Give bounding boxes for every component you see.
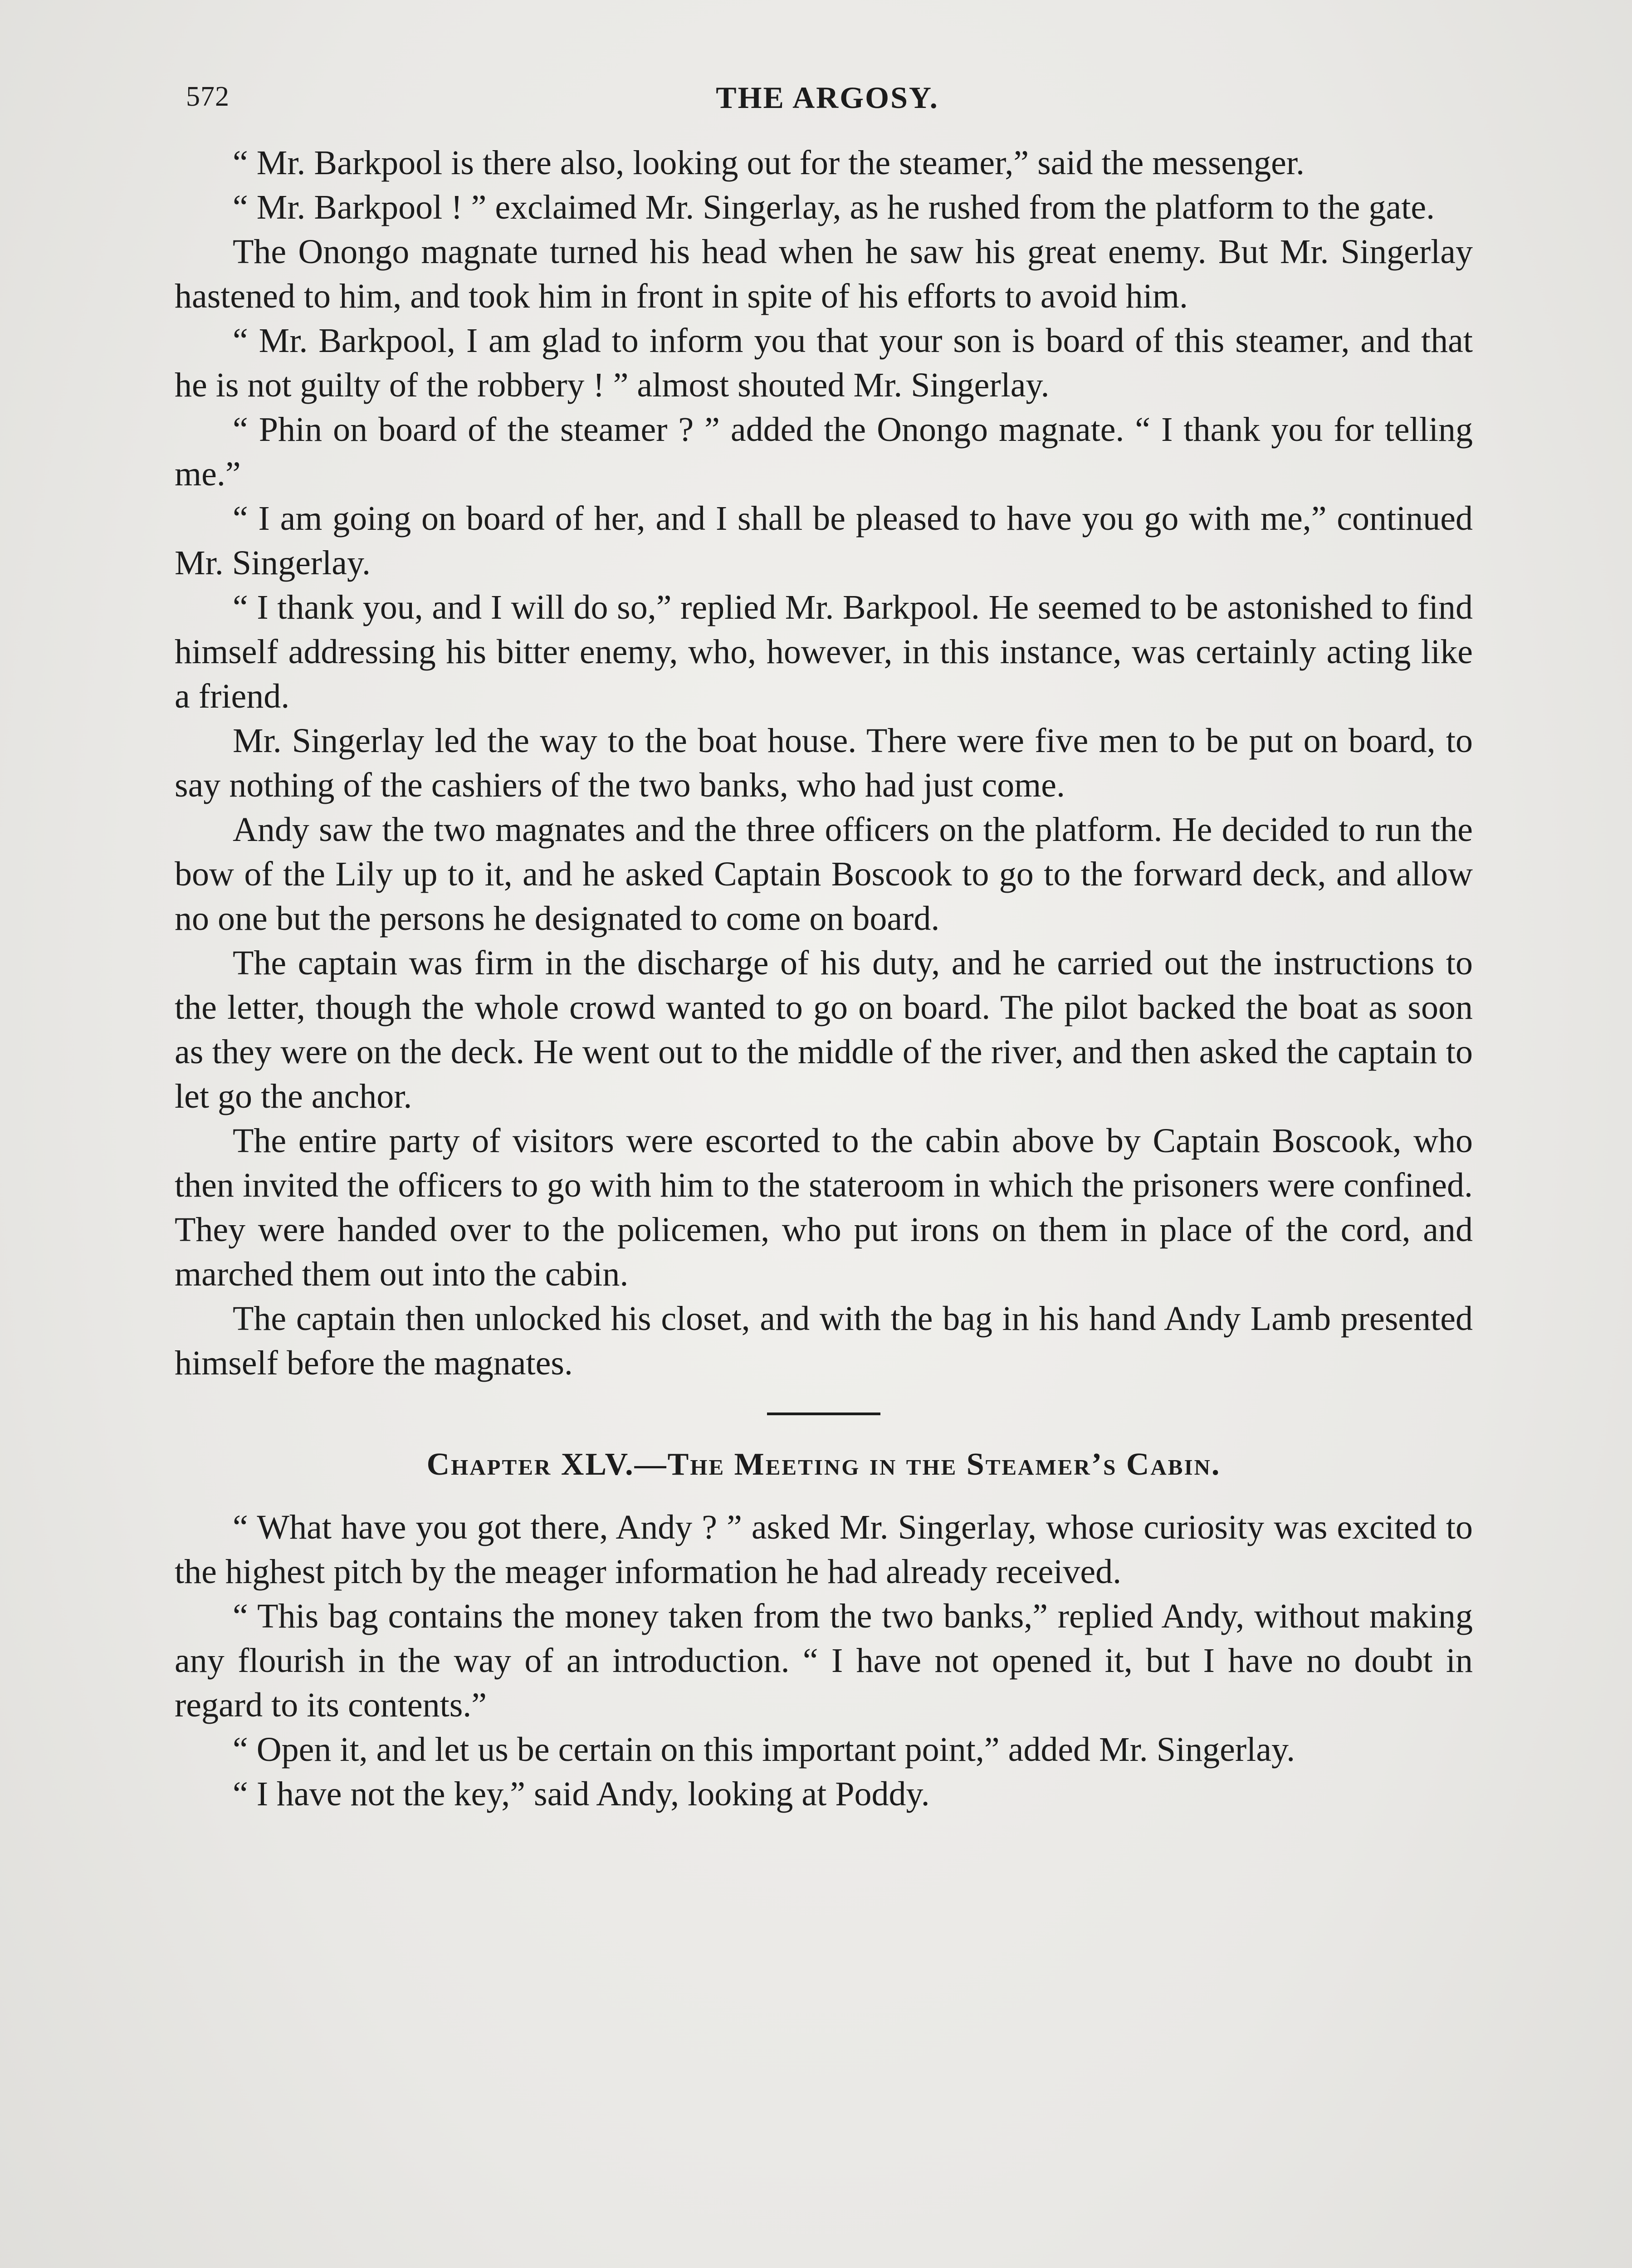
paragraph: The Onongo magnate turned his head when he saw his great enemy. But Mr. Singerlay hastened to him, and took him in front in spite of his efforts to avoid him. xyxy=(175,233,1473,315)
paragraph: The captain then unlocked his closet, and with the bag in his hand Andy Lamb presented himself before the magnates. xyxy=(175,1300,1473,1382)
paragraph: The entire party of visitors were escorted to the cabin above by Captain Boscook, who then invited the officers to go with him to the stateroom in which the prisoners were confined. They were handed over to the policemen, who put irons on them in place of the cord, and marched them out into the cabin. xyxy=(175,1122,1473,1293)
paragraph: “ I thank you, and I will do so,” replied Mr. Barkpool. He seemed to be astonished to find himself addressing his bitter enemy, who, however, in this instance, was certainly acting like a friend. xyxy=(175,588,1473,715)
paragraph: “ This bag contains the money taken from the two banks,” replied Andy, without making any flourish in the way of an introduction. “ I have not opened it, but I have no doubt in regard to its contents.” xyxy=(175,1597,1473,1724)
paragraph: “ Mr. Barkpool, I am glad to inform you that your son is board of this steamer, and that he is not guilty of the robbery ! ” almost shouted Mr. Singerlay. xyxy=(175,322,1473,404)
paragraph: The captain was firm in the discharge of his duty, and he carried out the instructions to the letter, though the whole crowd wanted to go on board. The pilot backed the boat as soon as they were on the deck. He went out to the middle of the river, and then asked the captain to let go the anchor. xyxy=(175,944,1473,1115)
chapter-heading: Chapter XLV.—The Meeting in the Steamer’s Cabin. xyxy=(426,1447,1221,1482)
paragraph: “ Mr. Barkpool ! ” exclaimed Mr. Singerlay, as he rushed from the platform to the gate. xyxy=(233,188,1435,226)
divider-rule xyxy=(767,1413,880,1415)
paragraph: “ What have you got there, Andy ? ” asked Mr. Singerlay, whose curiosity was excited to the highest pitch by the meager information he had already received. xyxy=(175,1508,1473,1591)
page-number: 572 xyxy=(186,81,230,112)
paragraph: Andy saw the two magnates and the three officers on the platform. He decided to run the bow of the Lily up to it, and he asked Captain Boscook to go to the forward deck, and allow no one but the persons he designated to come on board. xyxy=(175,811,1473,938)
paragraph: “ Mr. Barkpool is there also, looking out for the steamer,” said the messenger. xyxy=(233,144,1305,182)
paragraph: “ Phin on board of the steamer ? ” added the Onongo magnate. “ I thank you for telling me.” xyxy=(175,411,1473,493)
paragraph: Mr. Singerlay led the way to the boat house. There were five men to be put on board, to say nothing of the cashiers of the two banks, who had just come. xyxy=(175,722,1473,804)
paragraph: “ I am going on board of her, and I shall be pleased to have you go with me,” continued Mr. Singerlay. xyxy=(175,499,1473,582)
running-title: THE ARGOSY. xyxy=(716,80,939,115)
page-body xyxy=(175,141,1473,1816)
page-header xyxy=(186,76,1469,126)
paragraph: “ I have not the key,” said Andy, looking at Poddy. xyxy=(233,1775,930,1813)
section-divider xyxy=(175,1413,1473,1416)
paragraph: “ Open it, and let us be certain on this important point,” added Mr. Singerlay. xyxy=(233,1730,1295,1769)
